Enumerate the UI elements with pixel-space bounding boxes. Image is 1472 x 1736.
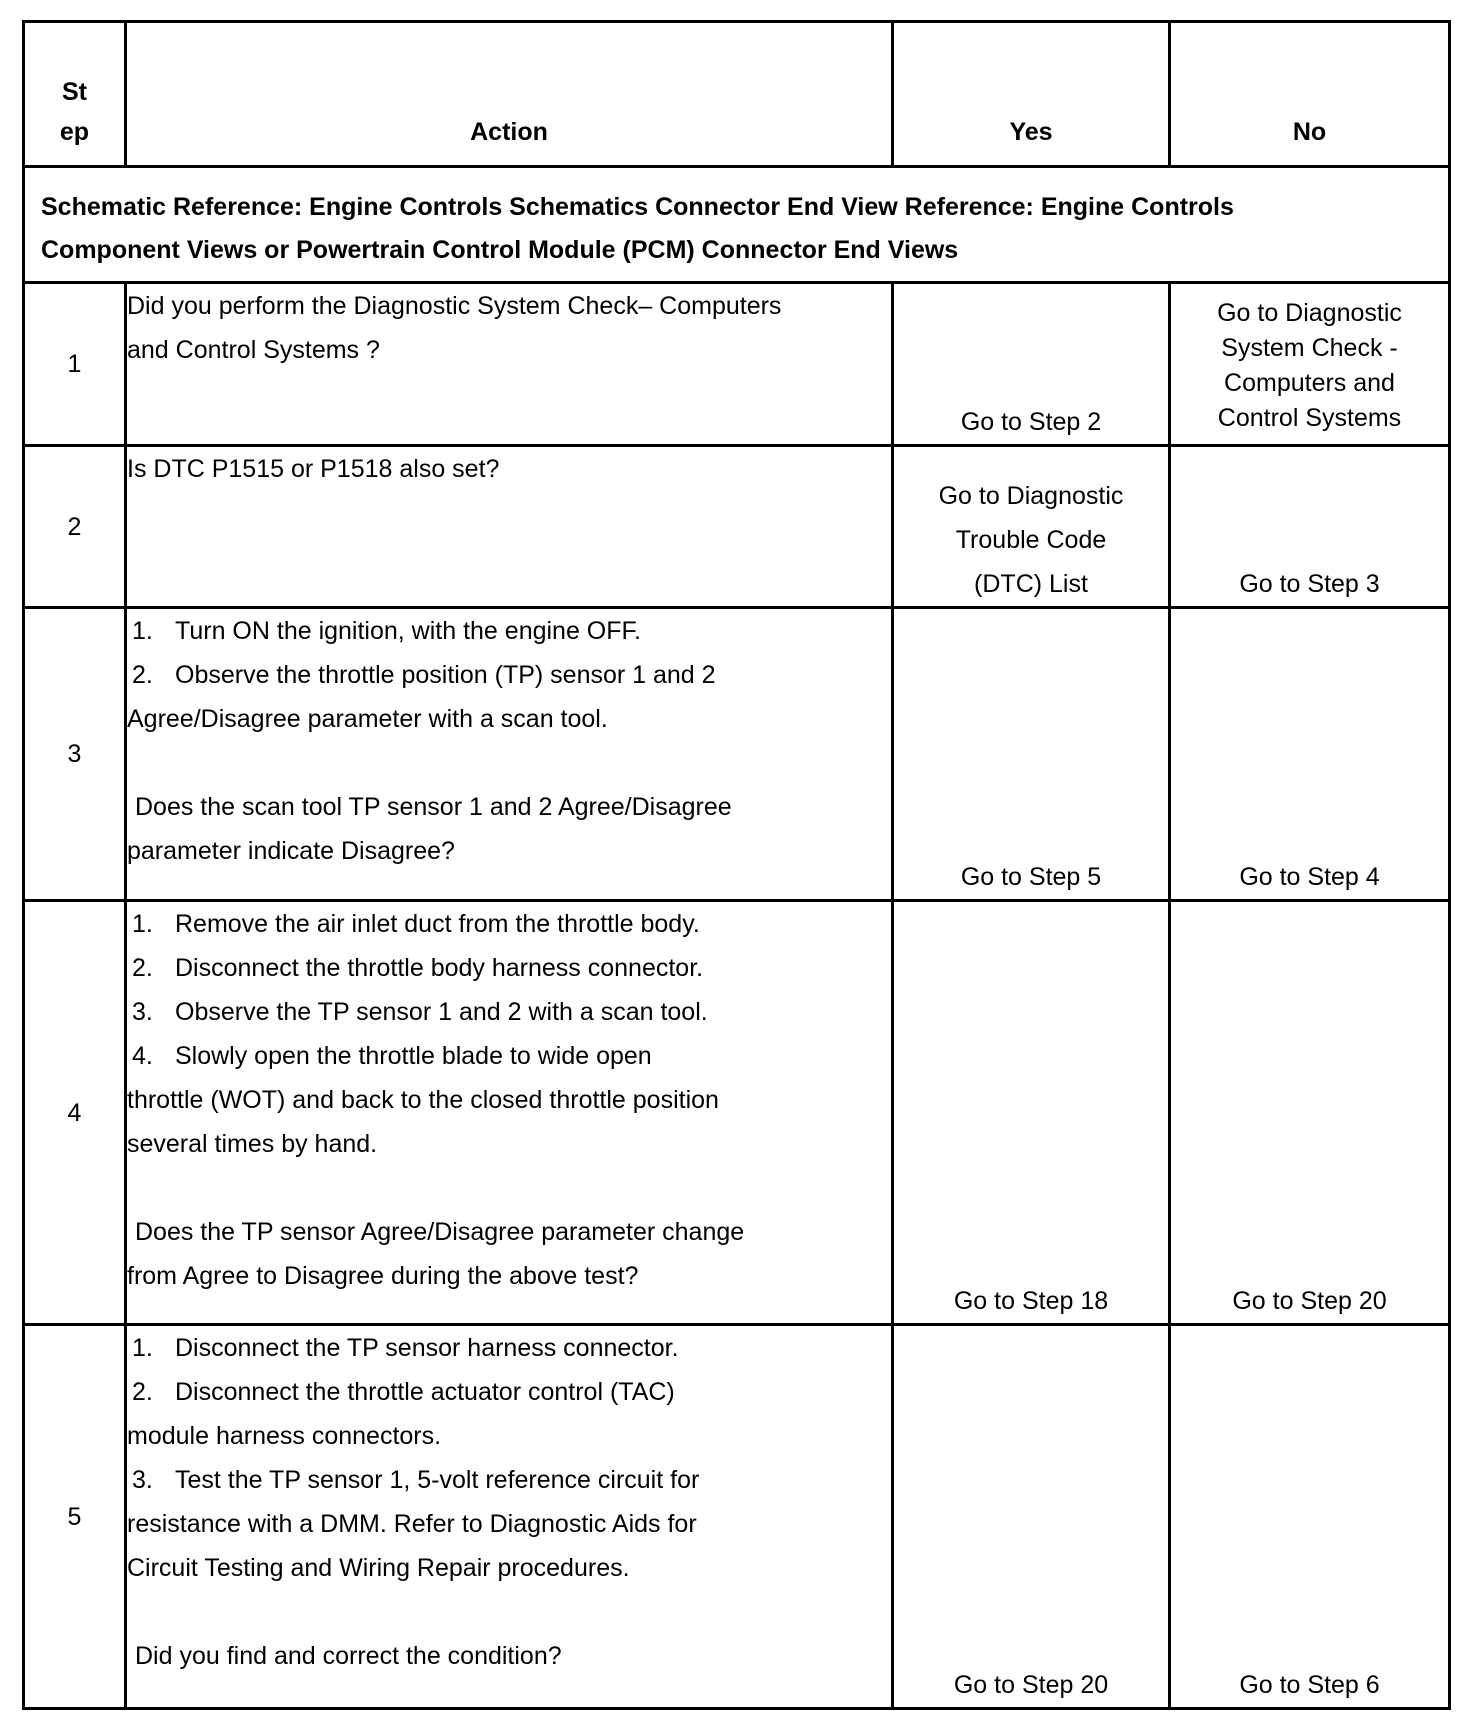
action-step-number: 1. bbox=[132, 1334, 153, 1362]
action-step bbox=[127, 1458, 891, 1590]
step-number: 4 bbox=[24, 901, 126, 1325]
no-outcome: Go to Step 6 bbox=[1170, 1325, 1450, 1709]
header-step: St ep bbox=[24, 22, 126, 167]
action-step-number: 2. bbox=[132, 661, 153, 689]
action-question: Did you find and correct the condition? bbox=[135, 1642, 562, 1670]
step-number: 2 bbox=[24, 446, 126, 608]
header-row bbox=[24, 22, 1450, 167]
action-step-number: 2. bbox=[132, 954, 153, 982]
action-step-text: Slowly open the throttle blade to wide open throttle (WOT) and back to the closed throttle position several times by hand. bbox=[127, 1042, 719, 1158]
action-step-number: 3. bbox=[132, 998, 153, 1026]
yes-outcome: Go to Step 5 bbox=[893, 608, 1170, 901]
header-action: Action bbox=[126, 22, 893, 167]
no-outcome: Go to Step 20 bbox=[1170, 901, 1450, 1325]
table-row bbox=[24, 283, 1450, 446]
table-row bbox=[24, 608, 1450, 901]
action-step-text: Test the TP sensor 1, 5-volt reference circuit for resistance with a DMM. Refer to Diagnostic Aids for Circuit Testing and Wiring Repair procedures. bbox=[127, 1466, 700, 1582]
step-number: 3 bbox=[24, 608, 126, 901]
action-text: Is DTC P1515 or P1518 also set? bbox=[126, 446, 893, 608]
action-step bbox=[127, 609, 891, 653]
action-step-text: Observe the TP sensor 1 and 2 with a scan tool. bbox=[175, 998, 708, 1026]
schematic-reference: Schematic Reference: Engine Controls Schematics Connector End View Reference: Engine Controls Component Views or Powertrain Control Module (PCM) Connector End Views bbox=[24, 167, 1450, 283]
action-step-number: 1. bbox=[132, 617, 153, 645]
action-question: Does the TP sensor Agree/Disagree parameter change from Agree to Disagree during the above test? bbox=[127, 1218, 745, 1290]
action-step bbox=[127, 1370, 891, 1458]
action-question: Does the scan tool TP sensor 1 and 2 Agree/Disagree parameter indicate Disagree? bbox=[127, 793, 732, 865]
table-row bbox=[24, 901, 1450, 1325]
action-cell bbox=[126, 1325, 893, 1709]
action-step-text: Turn ON the ignition, with the engine OFF. bbox=[175, 617, 641, 645]
action-cell bbox=[126, 608, 893, 901]
action-step bbox=[127, 990, 891, 1034]
no-outcome: Go to Diagnostic System Check - Computers and Control Systems bbox=[1170, 283, 1450, 446]
step-number: 1 bbox=[24, 283, 126, 446]
yes-outcome: Go to Step 2 bbox=[893, 283, 1170, 446]
schematic-reference-row bbox=[24, 167, 1450, 283]
diagnostic-table bbox=[22, 20, 1451, 1710]
action-step bbox=[127, 946, 891, 990]
action-text: Did you perform the Diagnostic System Check– Computers and Control Systems ? bbox=[126, 283, 893, 446]
yes-outcome: Go to Step 20 bbox=[893, 1325, 1170, 1709]
yes-outcome: Go to Step 18 bbox=[893, 901, 1170, 1325]
action-step-text: Observe the throttle position (TP) sensor 1 and 2 Agree/Disagree parameter with a scan tool. bbox=[127, 661, 716, 733]
table-row bbox=[24, 1325, 1450, 1709]
no-outcome: Go to Step 3 bbox=[1170, 446, 1450, 608]
action-step-text: Disconnect the throttle actuator control (TAC) module harness connectors. bbox=[127, 1378, 675, 1450]
action-step-text: Disconnect the TP sensor harness connector. bbox=[175, 1334, 679, 1362]
action-step-number: 4. bbox=[132, 1042, 153, 1070]
action-step-number: 3. bbox=[132, 1466, 153, 1494]
no-outcome: Go to Step 4 bbox=[1170, 608, 1450, 901]
action-step bbox=[127, 902, 891, 946]
action-cell bbox=[126, 901, 893, 1325]
step-number: 5 bbox=[24, 1325, 126, 1709]
action-step bbox=[127, 653, 891, 741]
header-no: No bbox=[1170, 22, 1450, 167]
header-yes: Yes bbox=[893, 22, 1170, 167]
action-step bbox=[127, 1034, 891, 1166]
action-step-number: 1. bbox=[132, 910, 153, 938]
action-step-text: Disconnect the throttle body harness connector. bbox=[175, 954, 704, 982]
action-step bbox=[127, 1326, 891, 1370]
yes-outcome: Go to Diagnostic Trouble Code (DTC) List bbox=[893, 446, 1170, 608]
table-row bbox=[24, 446, 1450, 608]
action-step-text: Remove the air inlet duct from the throttle body. bbox=[175, 910, 700, 938]
action-step-number: 2. bbox=[132, 1378, 153, 1406]
